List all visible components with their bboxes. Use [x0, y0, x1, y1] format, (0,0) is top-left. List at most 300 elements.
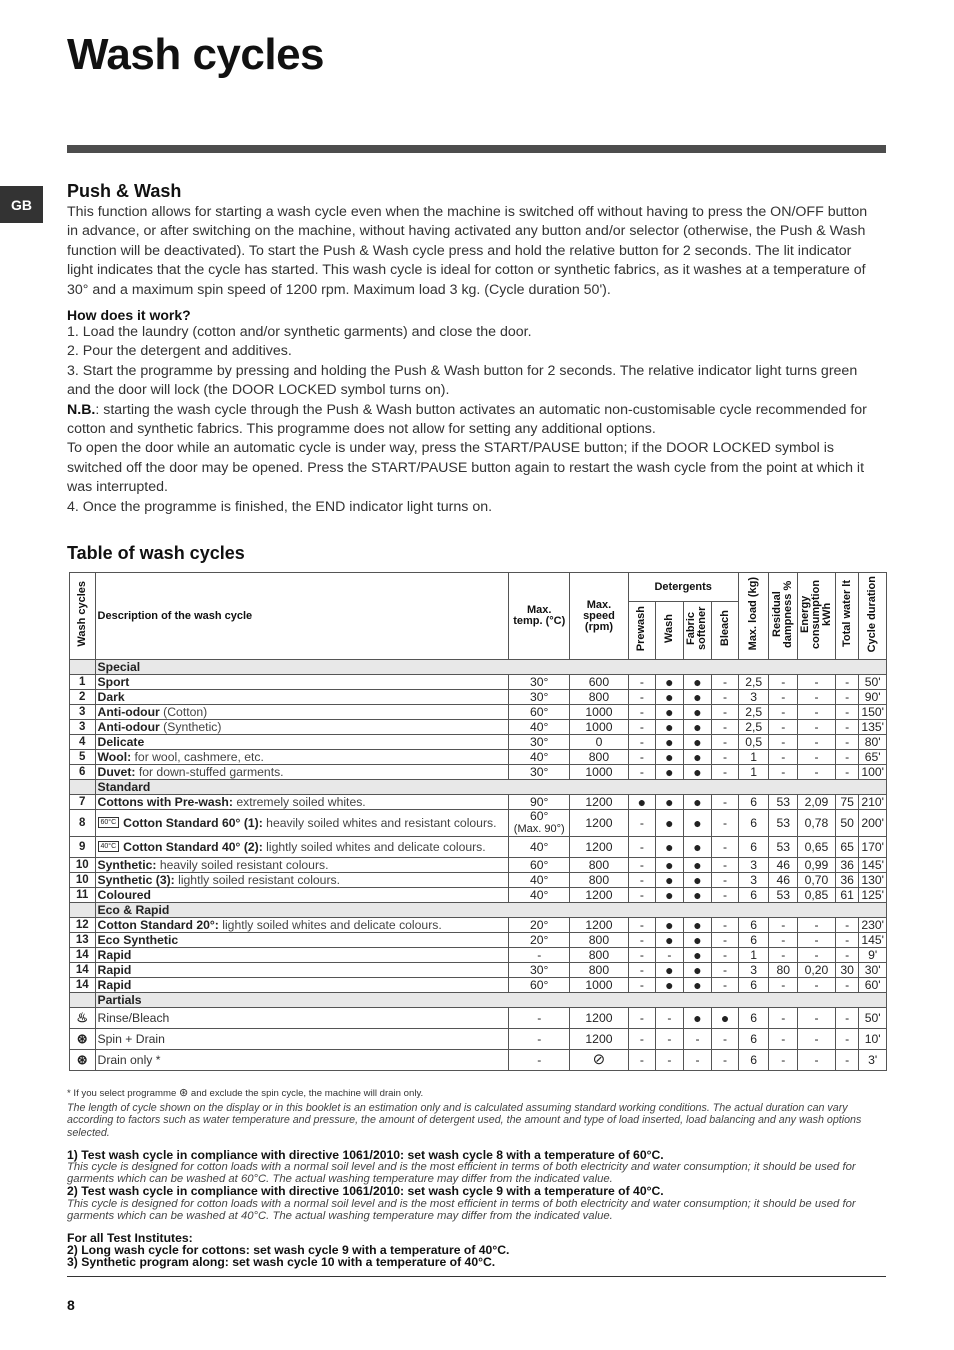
max-load: 0,5	[738, 735, 769, 750]
max-temp	[509, 873, 570, 888]
asterisk-note: * If you select programme ⊛ and exclude the spin cycle, the machine will drain only.	[67, 1087, 424, 1099]
cycle-number: 7	[70, 795, 96, 810]
max-speed: 1200	[570, 837, 628, 858]
max-temp-value: -	[537, 1010, 542, 1025]
max-temp-value: 20°	[530, 918, 549, 932]
detergent-pre: -	[628, 675, 656, 690]
detergent-bleach: -	[712, 1050, 739, 1071]
total-water: 61	[835, 888, 858, 903]
cycle-name: Synthetic:	[97, 858, 157, 872]
institutes-line-2: 2) Long wash cycle for cottons: set wash cycle 9 with a temperature of 40°C.	[67, 1243, 510, 1258]
cycle-number: 10	[70, 873, 96, 888]
energy-consumption: -	[798, 750, 836, 765]
cycle-note: lightly soiled resistant colours.	[174, 873, 340, 887]
max-load: 6	[738, 888, 769, 903]
cycle-description	[95, 1029, 509, 1050]
max-load: 6	[738, 978, 769, 993]
max-temp-value: 30°	[530, 690, 549, 704]
max-speed: 800	[570, 750, 628, 765]
max-temp	[509, 810, 570, 837]
cycle-number: 12	[70, 918, 96, 933]
detergent-soft: ●	[683, 837, 712, 858]
wash-cycles-table	[69, 572, 887, 1071]
col-wash: Wash	[656, 602, 684, 660]
energy-consumption: 2,09	[798, 795, 836, 810]
max-temp	[509, 675, 570, 690]
cycle-duration: 130'	[859, 873, 887, 888]
max-speed: 1200	[570, 1008, 628, 1029]
detergent-soft: ●	[683, 918, 712, 933]
max-speed	[570, 1050, 628, 1071]
cycle-description	[95, 888, 509, 903]
energy-consumption: -	[798, 948, 836, 963]
cycle-duration: 50'	[859, 1008, 887, 1029]
group-label: Partials	[95, 993, 886, 1008]
table-row	[70, 918, 887, 933]
cycle-name: Synthetic (3):	[97, 873, 175, 887]
detergent-wash: -	[656, 948, 684, 963]
cycle-number: 14	[70, 963, 96, 978]
group-spacer	[70, 993, 96, 1008]
detergent-wash: ●	[656, 933, 684, 948]
cycle-duration: 60'	[859, 978, 887, 993]
table-row	[70, 705, 887, 720]
max-temp-value: 60°	[530, 858, 549, 872]
cycle-duration: 135'	[859, 720, 887, 735]
residual-dampness: 53	[769, 810, 798, 837]
col-water: Total water lt	[835, 573, 858, 660]
max-temp-value: 40°	[530, 873, 549, 887]
total-water: -	[835, 750, 858, 765]
residual-dampness: -	[769, 765, 798, 780]
group-label: Standard	[95, 780, 886, 795]
cycle-number: 8	[70, 810, 96, 837]
detergent-bleach: -	[712, 933, 739, 948]
detergent-soft: ●	[683, 735, 712, 750]
cycle-number: 3	[70, 705, 96, 720]
cycle-duration: 30'	[859, 963, 887, 978]
detergent-soft: ●	[683, 750, 712, 765]
detergent-pre: -	[628, 918, 656, 933]
max-temp-value: 90°	[530, 795, 549, 809]
detergent-bleach: -	[712, 735, 739, 750]
detergent-soft: ●	[683, 705, 712, 720]
residual-dampness: -	[769, 933, 798, 948]
how-heading: How does it work?	[67, 307, 191, 324]
max-temp-value: 40°	[530, 720, 549, 734]
cycle-duration: 3'	[859, 1050, 887, 1071]
detergent-bleach: -	[712, 963, 739, 978]
institutes-line-3: 3) Synthetic program along: set wash cycle 10 with a temperature of 40°C.	[67, 1255, 496, 1270]
cycle-note: (Synthetic)	[159, 720, 222, 734]
detergent-wash: -	[656, 1050, 684, 1071]
detergent-wash: ●	[656, 837, 684, 858]
residual-dampness: -	[769, 918, 798, 933]
residual-dampness: -	[769, 735, 798, 750]
cycle-description	[95, 948, 509, 963]
detergent-pre: -	[628, 978, 656, 993]
cycle-number: 1	[70, 675, 96, 690]
max-load: 3	[738, 690, 769, 705]
max-temp-value: 40°	[530, 750, 549, 764]
total-water: 65	[835, 837, 858, 858]
col-max-load: Max. load (kg)	[738, 573, 769, 660]
push-wash-intro: This function allows for starting a wash cycle even when the machine is switched off without having to press the ON/OFF button in advance, or after switching on the machine, without having activated any button and/or selector (otherwise, the Push & Wash function will be deactivated). To start the Push & Wash cycle press and hold the relative button for 2 seconds. The lit indicator light indicates that the cycle has started. This wash cycle is ideal for cotton or synthetic fabrics, as it washes at a temperature of 30° and a maximum spin speed of 1200 rpm. Maximum load 3 kg. (Cycle duration 50').	[67, 204, 868, 298]
max-speed: 1000	[570, 705, 628, 720]
cycle-duration: 80'	[859, 735, 887, 750]
total-water: -	[835, 765, 858, 780]
max-temp-value: 30°	[530, 765, 549, 779]
cycle-note: heavily soiled resistant colours.	[156, 858, 329, 872]
cycle-description	[95, 963, 509, 978]
total-water: 30	[835, 963, 858, 978]
max-speed: 0	[570, 735, 628, 750]
cycle-name: Anti-odour	[97, 705, 160, 719]
detergent-wash: ●	[656, 888, 684, 903]
detergent-pre: -	[628, 735, 656, 750]
cycle-description	[95, 858, 509, 873]
table-row	[70, 690, 887, 705]
detergent-wash: ●	[656, 963, 684, 978]
cycle-name: Cotton Standard 60° (1):	[123, 815, 263, 830]
detergent-soft: ●	[683, 720, 712, 735]
institutes-heading: For all Test Institutes:	[67, 1231, 193, 1246]
max-temp-value: 60°	[530, 705, 549, 719]
cycle-description	[95, 1050, 509, 1071]
cycle-duration: 50'	[859, 675, 887, 690]
detergent-pre: -	[628, 1029, 656, 1050]
table-row	[70, 1029, 887, 1050]
detergent-bleach: -	[712, 858, 739, 873]
cotton-standard-icon: 40°C	[98, 841, 120, 852]
cycle-note: for down-stuffed garments.	[135, 765, 284, 779]
detergent-pre: -	[628, 963, 656, 978]
detergent-pre: -	[628, 750, 656, 765]
max-temp-note: (Max. 90°)	[513, 823, 565, 835]
detergent-soft: ●	[683, 795, 712, 810]
max-speed: 1000	[570, 978, 628, 993]
detergent-wash: ●	[656, 765, 684, 780]
max-temp	[509, 963, 570, 978]
residual-dampness: 46	[769, 858, 798, 873]
cycle-number: 13	[70, 933, 96, 948]
max-speed: 800	[570, 858, 628, 873]
cycle-name: Sport	[97, 675, 130, 689]
cycle-duration: 10'	[859, 1029, 887, 1050]
col-max-temp: Max. temp. (°C)	[509, 573, 570, 660]
max-load: 2,5	[738, 705, 769, 720]
residual-dampness: -	[769, 705, 798, 720]
max-temp	[509, 837, 570, 858]
group-spacer	[70, 660, 96, 675]
detergent-bleach: -	[712, 1029, 739, 1050]
cycle-duration: 9'	[859, 948, 887, 963]
group-row-special	[70, 660, 887, 675]
table-row	[70, 933, 887, 948]
detergent-wash: ●	[656, 735, 684, 750]
max-temp-value: -	[537, 1052, 542, 1067]
cycle-name: Cotton Standard 40° (2):	[123, 839, 263, 854]
energy-consumption: -	[798, 933, 836, 948]
detergent-wash: ●	[656, 918, 684, 933]
no-spin-icon: ⊘	[592, 1051, 606, 1068]
cycle-note: lightly soiled whites and delicate colours.	[262, 839, 486, 854]
detergent-pre: -	[628, 933, 656, 948]
col-description: Description of the wash cycle	[95, 573, 509, 660]
max-temp	[509, 1029, 570, 1050]
max-load: 6	[738, 837, 769, 858]
footer-divider	[67, 1276, 886, 1277]
cycle-number: 14	[70, 978, 96, 993]
max-temp	[509, 795, 570, 810]
cycle-duration: 65'	[859, 750, 887, 765]
detergent-pre: -	[628, 858, 656, 873]
residual-dampness: -	[769, 675, 798, 690]
detergent-soft: ●	[683, 933, 712, 948]
detergent-wash: ●	[656, 690, 684, 705]
cycle-number: 2	[70, 690, 96, 705]
detergent-soft: ●	[683, 948, 712, 963]
residual-dampness: -	[769, 1029, 798, 1050]
energy-consumption: -	[798, 705, 836, 720]
cycle-duration: 230'	[859, 918, 887, 933]
cycle-number: 14	[70, 948, 96, 963]
cycle-name: Rapid	[97, 948, 132, 962]
detergent-soft: ●	[683, 978, 712, 993]
page-title: Wash cycles	[67, 30, 325, 79]
max-speed: 800	[570, 963, 628, 978]
max-load: 1	[738, 750, 769, 765]
detergent-bleach: -	[712, 705, 739, 720]
detergent-bleach: -	[712, 918, 739, 933]
max-load: 6	[738, 1050, 769, 1071]
detergent-soft: ●	[683, 888, 712, 903]
detergent-soft: ●	[683, 810, 712, 837]
detergent-bleach: -	[712, 720, 739, 735]
energy-consumption: 0,99	[798, 858, 836, 873]
table-row	[70, 750, 887, 765]
detergent-wash: ●	[656, 858, 684, 873]
residual-dampness: -	[769, 690, 798, 705]
residual-dampness: 80	[769, 963, 798, 978]
group-row-eco	[70, 903, 887, 918]
cycle-duration: 145'	[859, 858, 887, 873]
table-row	[70, 675, 887, 690]
max-speed: 800	[570, 933, 628, 948]
nb-text: : starting the wash cycle through the Push & Wash button activates an automatic non-customisable cycle recommended for cotton and synthetic fabrics. This programme does not allow for setting any additional options.	[67, 401, 867, 438]
max-temp	[509, 933, 570, 948]
max-load: 1	[738, 948, 769, 963]
energy-consumption: -	[798, 735, 836, 750]
cycle-description	[95, 978, 509, 993]
max-temp	[509, 705, 570, 720]
detergent-bleach: -	[712, 810, 739, 837]
cycle-number	[70, 1029, 96, 1050]
energy-consumption: -	[798, 1029, 836, 1050]
cycle-name: Rapid	[97, 963, 132, 977]
cycle-name: Cotton Standard 20°:	[97, 918, 219, 932]
detergent-bleach: -	[712, 750, 739, 765]
push-wash-section	[67, 181, 879, 517]
cycle-description	[95, 837, 509, 858]
total-water: 75	[835, 795, 858, 810]
table-row	[70, 720, 887, 735]
cycle-name: Duvet:	[97, 765, 136, 779]
max-speed: 600	[570, 675, 628, 690]
table-row	[70, 765, 887, 780]
residual-dampness: -	[769, 750, 798, 765]
cycle-note: heavily soiled whites and resistant colours.	[262, 815, 497, 830]
col-prewash: Prewash	[628, 602, 656, 660]
max-speed: 1200	[570, 795, 628, 810]
cycle-duration: 145'	[859, 933, 887, 948]
max-speed: 800	[570, 873, 628, 888]
energy-consumption: -	[798, 918, 836, 933]
cycle-name: Cottons with Pre-wash:	[97, 795, 233, 809]
max-speed: 1000	[570, 720, 628, 735]
col-dampness: Residual dampness %	[769, 573, 798, 660]
energy-consumption: -	[798, 675, 836, 690]
table-row	[70, 795, 887, 810]
energy-consumption: 0,85	[798, 888, 836, 903]
detergent-bleach: -	[712, 675, 739, 690]
detergent-pre: -	[628, 873, 656, 888]
group-row-standard	[70, 780, 887, 795]
residual-dampness: -	[769, 720, 798, 735]
notes-block	[67, 1087, 887, 1269]
residual-dampness: 53	[769, 795, 798, 810]
detergent-bleach: -	[712, 873, 739, 888]
cycle-description	[95, 795, 509, 810]
detergent-wash: ●	[656, 795, 684, 810]
step-4: 4. Once the programme is finished, the END indicator light turns on.	[67, 498, 493, 515]
cycle-number	[70, 1050, 96, 1071]
detergent-wash: ●	[656, 810, 684, 837]
col-softener: Fabric softener	[683, 602, 712, 660]
detergent-pre: -	[628, 690, 656, 705]
total-water: -	[835, 735, 858, 750]
energy-consumption: 0,78	[798, 810, 836, 837]
detergent-pre: -	[628, 705, 656, 720]
detergent-soft: ●	[683, 873, 712, 888]
max-speed: 1200	[570, 810, 628, 837]
max-speed: 1200	[570, 888, 628, 903]
detergent-pre: -	[628, 720, 656, 735]
total-water: -	[835, 978, 858, 993]
test2-heading: 2) Test wash cycle in compliance with directive 1061/2010: set wash cycle 9 with a temperature of 40°C.	[67, 1184, 664, 1199]
energy-consumption: -	[798, 720, 836, 735]
cycle-note: (Cotton)	[159, 705, 208, 719]
cycle-duration: 210'	[859, 795, 887, 810]
max-temp	[509, 735, 570, 750]
rinse-icon: ♨	[76, 1009, 89, 1025]
cycle-name: Delicate	[97, 735, 145, 749]
cycle-description	[95, 735, 509, 750]
total-water: -	[835, 948, 858, 963]
title-divider	[67, 145, 886, 153]
detergent-wash: -	[656, 1008, 684, 1029]
cycle-description	[95, 918, 509, 933]
nb-paragraph	[67, 401, 879, 440]
detergent-pre: -	[628, 837, 656, 858]
spin-icon: ⊛	[178, 1087, 189, 1099]
table-row	[70, 963, 887, 978]
max-speed: 800	[570, 690, 628, 705]
residual-dampness: 53	[769, 837, 798, 858]
col-duration: Cycle duration	[859, 573, 887, 660]
total-water: 50	[835, 810, 858, 837]
cycle-description	[95, 765, 509, 780]
cycle-name: Coloured	[97, 888, 152, 902]
max-temp-value: 30°	[530, 963, 549, 977]
max-load: 3	[738, 873, 769, 888]
detergent-bleach: -	[712, 690, 739, 705]
spin-icon: ⊛	[76, 1030, 88, 1046]
detergent-pre: -	[628, 810, 656, 837]
max-load: 3	[738, 858, 769, 873]
page-number: 8	[67, 1297, 75, 1313]
max-temp-value: 30°	[530, 735, 549, 749]
total-water: -	[835, 690, 858, 705]
open-door-text: To open the door while an automatic cycle is under way, press the START/PAUSE button; if the DOOR LOCKED symbol is switched off the door may be opened. Press the START/PAUSE button again to restart the wash cycle from the point at which it was interrupted.	[67, 440, 865, 496]
detergent-soft: -	[683, 1029, 712, 1050]
max-temp-value: 40°	[530, 888, 549, 902]
col-bleach: Bleach	[712, 602, 739, 660]
test1-heading: 1) Test wash cycle in compliance with directive 1061/2010: set wash cycle 8 with a temperature of 60°C.	[67, 1147, 664, 1162]
detergent-wash: ●	[656, 873, 684, 888]
cycle-number: 4	[70, 735, 96, 750]
cycle-note: for wool, cashmere, etc.	[131, 750, 264, 764]
residual-dampness: 53	[769, 888, 798, 903]
group-spacer	[70, 903, 96, 918]
total-water: 36	[835, 858, 858, 873]
detergent-bleach: -	[712, 888, 739, 903]
max-load: 1	[738, 765, 769, 780]
max-temp-value: 30°	[530, 675, 549, 689]
max-temp-value: -	[537, 1031, 542, 1046]
detergent-wash: -	[656, 1029, 684, 1050]
max-temp-value: 60°	[530, 978, 549, 992]
total-water: -	[835, 705, 858, 720]
test1-text: This cycle is designed for cotton loads with a normal soil level and is the most efficient in terms of both electricity and water consumption; it should be used for garments which can be washed at 60°C. The actual washing temperature may differ from the indicated value.	[67, 1161, 856, 1186]
table-row	[70, 1008, 887, 1029]
energy-consumption: -	[798, 765, 836, 780]
residual-dampness: -	[769, 1050, 798, 1071]
table-row	[70, 873, 887, 888]
total-water: -	[835, 918, 858, 933]
cycle-description	[95, 720, 509, 735]
cycle-duration: 200'	[859, 810, 887, 837]
residual-dampness: 46	[769, 873, 798, 888]
detergent-wash: ●	[656, 705, 684, 720]
group-label: Special	[95, 660, 886, 675]
detergent-pre: -	[628, 888, 656, 903]
detergent-bleach: ●	[712, 1008, 739, 1029]
detergent-pre: -	[628, 765, 656, 780]
max-temp	[509, 858, 570, 873]
max-load: 2,5	[738, 675, 769, 690]
table-body	[70, 660, 887, 1071]
energy-consumption: -	[798, 1050, 836, 1071]
cycle-duration: 90'	[859, 690, 887, 705]
max-temp	[509, 690, 570, 705]
total-water: -	[835, 933, 858, 948]
detergent-bleach: -	[712, 978, 739, 993]
cycle-name: Eco Synthetic	[97, 933, 179, 947]
max-speed: 1200	[570, 1029, 628, 1050]
energy-consumption: 0,70	[798, 873, 836, 888]
cycle-duration: 170'	[859, 837, 887, 858]
